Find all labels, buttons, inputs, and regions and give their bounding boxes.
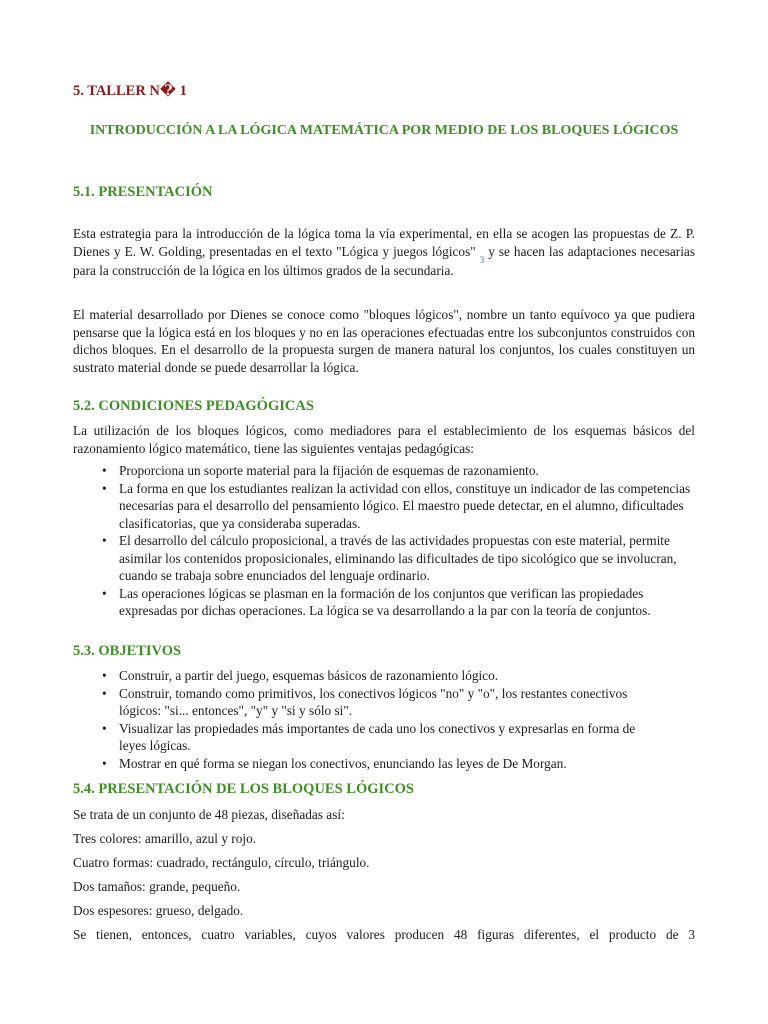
ventajas-list [100, 462, 695, 620]
footnote-marker[interactable]: 3 [479, 254, 485, 265]
text-line: Se trata de un conjunto de 48 piezas, diseñadas así: [73, 807, 345, 822]
list-item: • Construir, a partir del juego, esquemas básicos de razonamiento lógico. [100, 667, 665, 685]
section-heading-objetivos: 5.3. OBJETIVOS [73, 643, 182, 659]
list-item: • Construir, tomando como primitivos, los conectivos lógicos "no" y "o", los restantes conectivos lógicos: "si... entonces", "y" y "si y sólo si". [100, 685, 665, 720]
paragraph-intro [73, 225, 695, 280]
text-line: Tres colores: amarillo, azul y rojo. [73, 831, 257, 846]
list-item: • Las operaciones lógicas se plasman en la formación de los conjuntos que verifican las propiedades expresadas por dichas operaciones. La lógica se va desarrollando a la par con la teoría de conjuntos. [100, 585, 695, 620]
list-item: • Mostrar en qué forma se niegan los conectivos, enunciando las leyes de De Morgan. [100, 755, 665, 773]
paragraph-intro-text: Esta estrategia para la introducción de la lógica toma la vía experimental, en ella se acogen las propuestas de Z. P. Dienes y E. W. Golding, presentadas en el texto "Lógica y juegos lógicos" [73, 226, 695, 259]
text-line: Dos tamaños: grande, pequeño. [73, 879, 241, 894]
section-heading-condiciones: 5.2. CONDICIONES PEDAGÓGICAS [73, 398, 314, 414]
list-item: • Proporciona un soporte material para la fijación de esquemas de razonamiento. [100, 462, 695, 480]
text-line-continuing: Se tienen, entonces, cuatro variables, cuyos valores producen 48 figuras diferentes, el producto de 3 [73, 927, 695, 942]
list-item: • La forma en que los estudiantes realizan la actividad con ellos, constituye un indicador de las competencias necesarias para el desarrollo del pensamiento lógico. El maestro puede detectar, en el alumno, dificultades clasificatorias, que ya consideraba superadas. [100, 480, 695, 533]
chapter-heading: 5. TALLER N� 1 [73, 83, 187, 99]
list-item: • El desarrollo del cálculo proposicional, a través de las actividades propuestas con este material, permite asimilar los contenidos proposicionales, eliminando las dificultades de tipo sicológico que se involucran, cuando se trabaja sobre enunciados del lenguaje ordinario. [100, 532, 695, 585]
text-line: Dos espesores: grueso, delgado. [73, 903, 244, 918]
paragraph-dienes: El material desarrollado por Dienes se conoce como "bloques lógicos", nombre un tanto equívoco ya que pudiera pensarse que la lógica está en los bloques y no en las operaciones efectuadas entre los subconjuntos construidos con dichos bloques. En el desarrollo de la propuesta surgen de manera natural los conjuntos, los cuales constituyen un sustrato material donde se puede desarrollar la lógica. [73, 307, 695, 375]
text-line: Cuatro formas: cuadrado, rectángulo, círculo, triángulo. [73, 855, 370, 870]
list-item: • Visualizar las propiedades más importantes de cada uno los conectivos y expresarlas en forma de leyes lógicas. [100, 720, 665, 755]
section-heading-presentacion: 5.1. PRESENTACIÓN [73, 184, 213, 200]
section-heading-bloques: 5.4. PRESENTACIÓN DE LOS BLOQUES LÓGICOS [73, 781, 414, 797]
document-title: INTRODUCCIÓN A LA LÓGICA MATEMÁTICA POR MEDIO DE LOS BLOQUES LÓGICOS [89, 123, 679, 138]
paragraph-intro-continuation: y se hacen las adaptaciones necesarias para la construcción de la lógica en los últimos grados de la secundaria. [73, 243, 696, 278]
objetivos-list [100, 667, 665, 772]
paragraph-condiciones: La utilización de los bloques lógicos, como mediadores para el establecimiento de los esquemas básicos del razonamiento lógico matemático, tiene las siguientes ventajas pedagógicas: [73, 423, 695, 456]
